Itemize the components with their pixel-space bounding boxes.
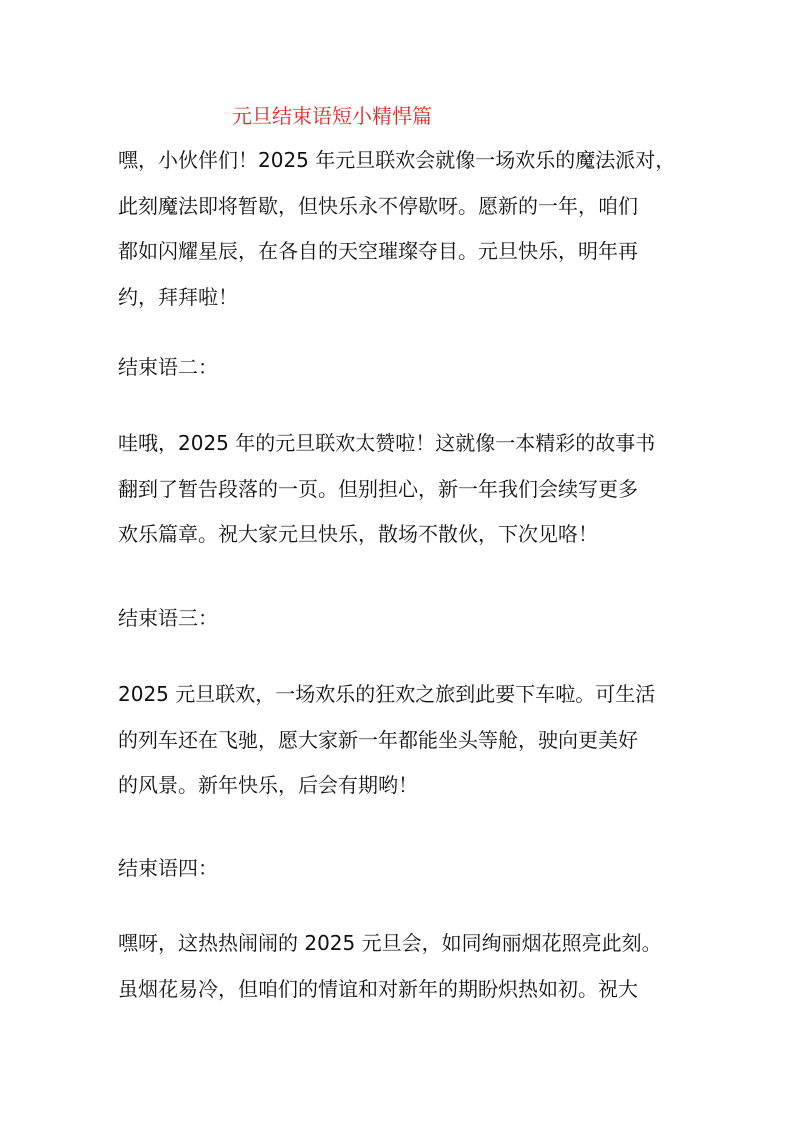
closing-remark-heading-4: 结束语四： (118, 856, 218, 880)
closing-remark-paragraph-2: 哇哦，2025 年的元旦联欢太赞啦！这就像一本精彩的故事书 翻到了暂告段落的一页。但别担心，新一年我们会续写更多 欢乐篇章。祝大家元旦快乐，散场不散伙，下次见咯！ (118, 431, 656, 546)
closing-remark-heading-2: 结束语二： (118, 355, 218, 379)
closing-remark-paragraph-3: 2025 元旦联欢，一场欢乐的狂欢之旅到此要下车啦。可生活 的列车还在飞驰，愿大家新一年都能坐头等舱，驶向更美好 的风景。新年快乐，后会有期哟！ (118, 682, 656, 797)
closing-remark-paragraph-1: 嘿，小伙伴们！2025 年元旦联欢会就像一场欢乐的魔法派对， 此刻魔法即将暂歇，但快乐永不停歇呀。愿新的一年，咱们 都如闪耀星辰，在各自的天空璀璨夺目。元旦快乐，明年再 约，拜拜啦！ (118, 148, 676, 309)
closing-remark-heading-3: 结束语三： (118, 606, 218, 630)
document-title: 元旦结束语短小精悍篇 (232, 104, 432, 128)
closing-remark-paragraph-4: 嘿呀，这热热闹闹的 2025 元旦会，如同绚丽烟花照亮此刻。 虽烟花易冷，但咱们的情谊和对新年的期盼炽热如初。祝大 (118, 931, 662, 1001)
